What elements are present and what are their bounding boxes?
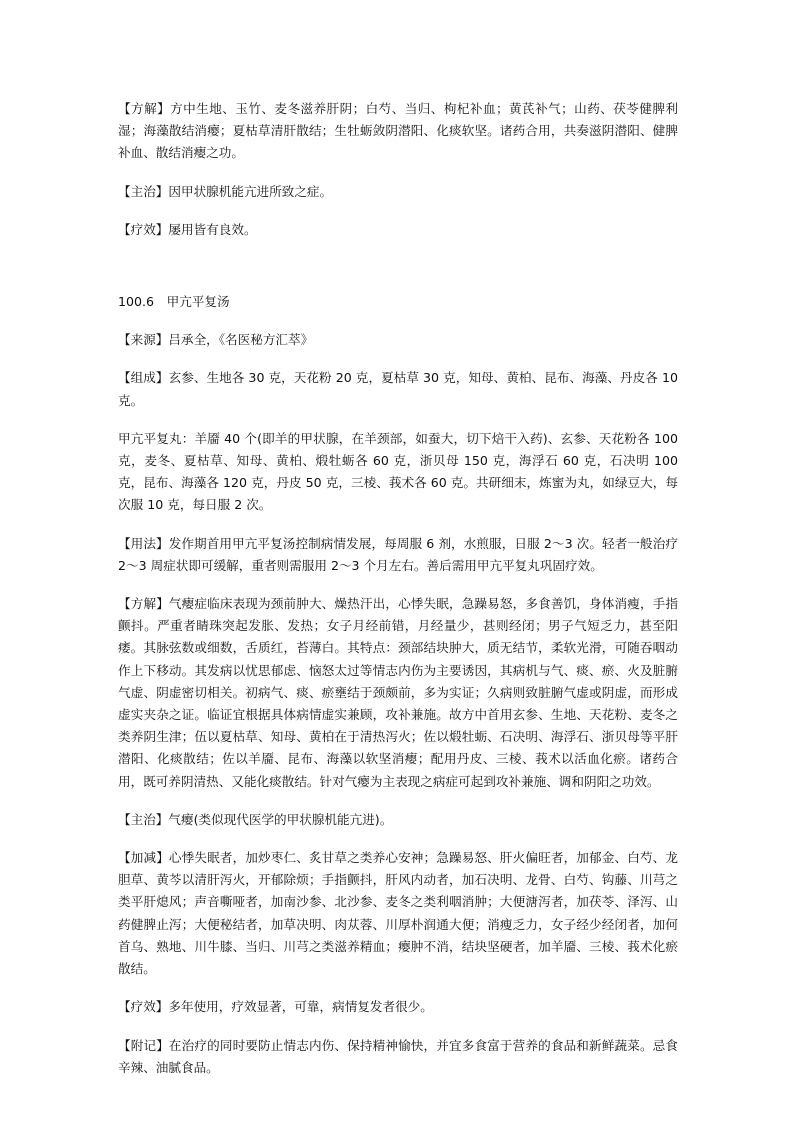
paragraph-text: 气瘿症临床表现为颈前肿大、燥热汗出，心悸失眠，急躁易怒，多食善饥，身体消瘦，手指颤抖。严重者睛珠突起发胀、发热；女子月经前错，月经量少，甚则经闭；男子气短乏力，甚至阳痿。其脉弦数或细数，舌质红，苔薄白。其特点：颈部结块肿大，质无结节，柔软光滑，可随吞咽动作上下移动。其发病以忧思郁虑、恼怒太过等情志内伤为主要诱因，其病机与气、痰、瘀、火及脏腑气虚、阴虚密切相关。初病气、痰、瘀壅结于颈颇前，多为实证；久病则致脏腑气虚或阴虚，而形成虚实夹杂之证。临证宜根据具体病情虚实兼顾，攻补兼施。故方中首用玄参、生地、天花粉、麦冬之类养阴生津；伍以夏枯草、知母、黄柏在于清热泻火；佐以煅牡蛎、石决明、海浮石、浙贝母等平肝潜阳、化痰散结；佐以羊靥、昆布、海藻以软坚消瘿；配用丹皮、三棱、莪术以活血化瘀。诸药合用，既可养阴清热、又能化痰散结。针对气瘿为主表现之病症可起到攻补兼施、调和阴阳之功效。 (118, 596, 679, 789)
paragraph-fangjie-1 (118, 98, 678, 165)
section-label: 【疗效】 (118, 221, 169, 237)
section-label: 【主治】 (118, 811, 169, 827)
paragraph-text: 发作期首用甲亢平复汤控制病情发展，每周服 6 剂，水煎服，日服 2～3 次。轻者一般治疗 2～3 周症状即可缓解，重者则需服用 2～3 个月左右。善后需用甲亢平复丸巩固疗效。 (118, 535, 678, 573)
paragraph-liaoxiao-2 (118, 996, 678, 1018)
paragraph-yongfa (118, 533, 678, 577)
section-label: 【组成】 (118, 370, 169, 386)
paragraph-text: 心悸失眠者，加炒枣仁、炙甘草之类养心安神；急躁易怒、肝火偏旺者，加郁金、白芍、龙胆草、黄芩以清肝泻火，开郁除烦；手指颤抖，肝风内动者，加石决明、龙骨、白芍、钩藤、川芎之类平肝熄风；声音嘶哑者，加南沙参、北沙参、麦冬之类利咽消肿；大便溏泻者，加茯苓、泽泻、山药健脾止泻；大便秘结者，加草决明、肉苁蓉、川厚朴润通大便；消瘦乏力，女子经少经闭者，加何首乌、熟地、川牛膝、当归、川芎之类滋养精血；瘿肿不消，结块坚硬者，加羊靥、三棱、莪术化瘀散结。 (118, 850, 679, 977)
document-page (118, 98, 678, 1079)
section-heading (118, 291, 678, 313)
section-label: 【附记】 (118, 1037, 169, 1053)
paragraph-zhuzhi-1 (118, 181, 678, 203)
paragraph-text: 多年使用，疗效显著，可靠，病情复发者很少。 (168, 999, 433, 1015)
paragraph-laiyuan (118, 329, 678, 351)
paragraph-jiajian (118, 847, 678, 980)
paragraph-liaoxiao-1 (118, 219, 678, 241)
paragraph-text: 方中生地、玉竹、麦冬滋养肝阴；白芍、当归、枸杞补血；黄芪补气；山药、茯苓健脾利湿；海藻散结消瘿；夏枯草清肝散结；生牡蛎敛阴潜阳、化痰软坚。诸药合用，共奏滋阴潜阳、健脾补血、散结消瘿之功。 (118, 101, 679, 161)
paragraph-text: 气瘿(类似现代医学的甲状腺机能亢进)。 (168, 811, 393, 827)
paragraph-zhuzhi-2 (118, 809, 678, 831)
paragraph-zucheng (118, 367, 678, 411)
section-heading-text: 100.6 甲亢平复汤 (118, 294, 230, 310)
paragraph-fangjie-2 (118, 593, 678, 793)
paragraph-wan-formula (118, 428, 678, 517)
section-label: 【主治】 (118, 183, 169, 199)
section-label: 【疗效】 (118, 999, 169, 1015)
paragraph-text: 玄参、生地各 30 克，天花粉 20 克，夏枯草 30 克，知母、黄柏、昆布、海藻、丹皮各 10 克。 (118, 370, 679, 408)
paragraph-text: 因甲状腺机能亢进所致之症。 (168, 183, 333, 199)
paragraph-fuji (118, 1035, 678, 1079)
paragraph-text: 吕承全，《名医秘方汇萃》 (168, 332, 314, 348)
section-label: 【加减】 (118, 850, 169, 866)
section-label: 【来源】 (118, 332, 169, 348)
paragraph-text: 在治疗的同时要防止情志内伤、保持精神愉快，并宜多食富于营养的食品和新鲜蔬菜。忌食辛辣、油腻食品。 (118, 1037, 679, 1075)
section-label: 【方解】 (118, 596, 169, 612)
section-label: 【方解】 (118, 101, 171, 116)
paragraph-text: 甲亢平复丸：羊靥 40 个(即羊的甲状腺，在羊颈部，如蚕大，切下焙干入药)、玄参、天花粉各 100 克，麦冬、夏枯草、知母、黄柏、煅牡蛎各 60 克，浙贝母 150 克，海浮石 60 克，石决明 100 克，昆布、海藻各 120 克，丹皮 50 克，三棱、莪术各 60 克。共研细末，炼蜜为丸，如绿豆大，每次服 10 克，每日服 2 次。 (118, 430, 678, 513)
paragraph-text: 屡用皆有良效。 (168, 221, 257, 237)
section-label: 【用法】 (118, 535, 169, 551)
